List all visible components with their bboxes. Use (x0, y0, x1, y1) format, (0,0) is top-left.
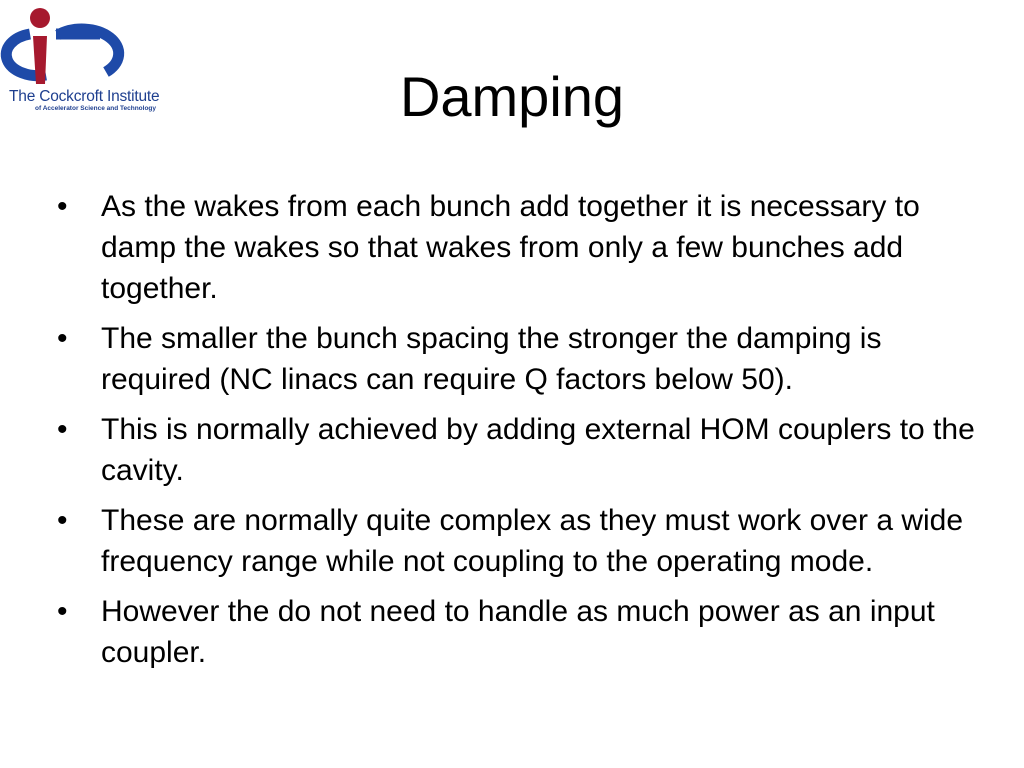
bullet-item (57, 318, 977, 400)
bullet-marker: • (57, 504, 68, 537)
bullet-marker: • (57, 190, 68, 223)
bullet-list (57, 186, 977, 682)
bullet-item (57, 186, 977, 309)
logo-institute-name: The Cockcroft Institute (9, 88, 160, 105)
bullet-text: These are normally quite complex as they must work over a wide frequency range while not coupling to the operating mode. (101, 504, 964, 578)
slide-title: Damping (399, 65, 625, 128)
bullet-marker: • (57, 413, 68, 446)
slide-title-container (0, 64, 1024, 130)
bullet-item (57, 591, 977, 673)
bullet-text: This is normally achieved by adding external HOM couplers to the cavity. (101, 413, 975, 487)
bullet-text: However the do not need to handle as much power as an input coupler. (101, 595, 935, 669)
bullet-item (57, 500, 977, 582)
logo-institute-tagline: of Accelerator Science and Technology (35, 105, 157, 112)
bullet-text: The smaller the bunch spacing the stronger the damping is required (NC linacs can require Q factors below 50). (101, 322, 882, 396)
bullet-marker: • (57, 595, 68, 628)
bullet-item (57, 409, 977, 491)
bullet-text: As the wakes from each bunch add together it is necessary to damp the wakes so that wakes from only a few bunches add together. (101, 190, 920, 305)
bullet-marker: • (57, 322, 68, 355)
